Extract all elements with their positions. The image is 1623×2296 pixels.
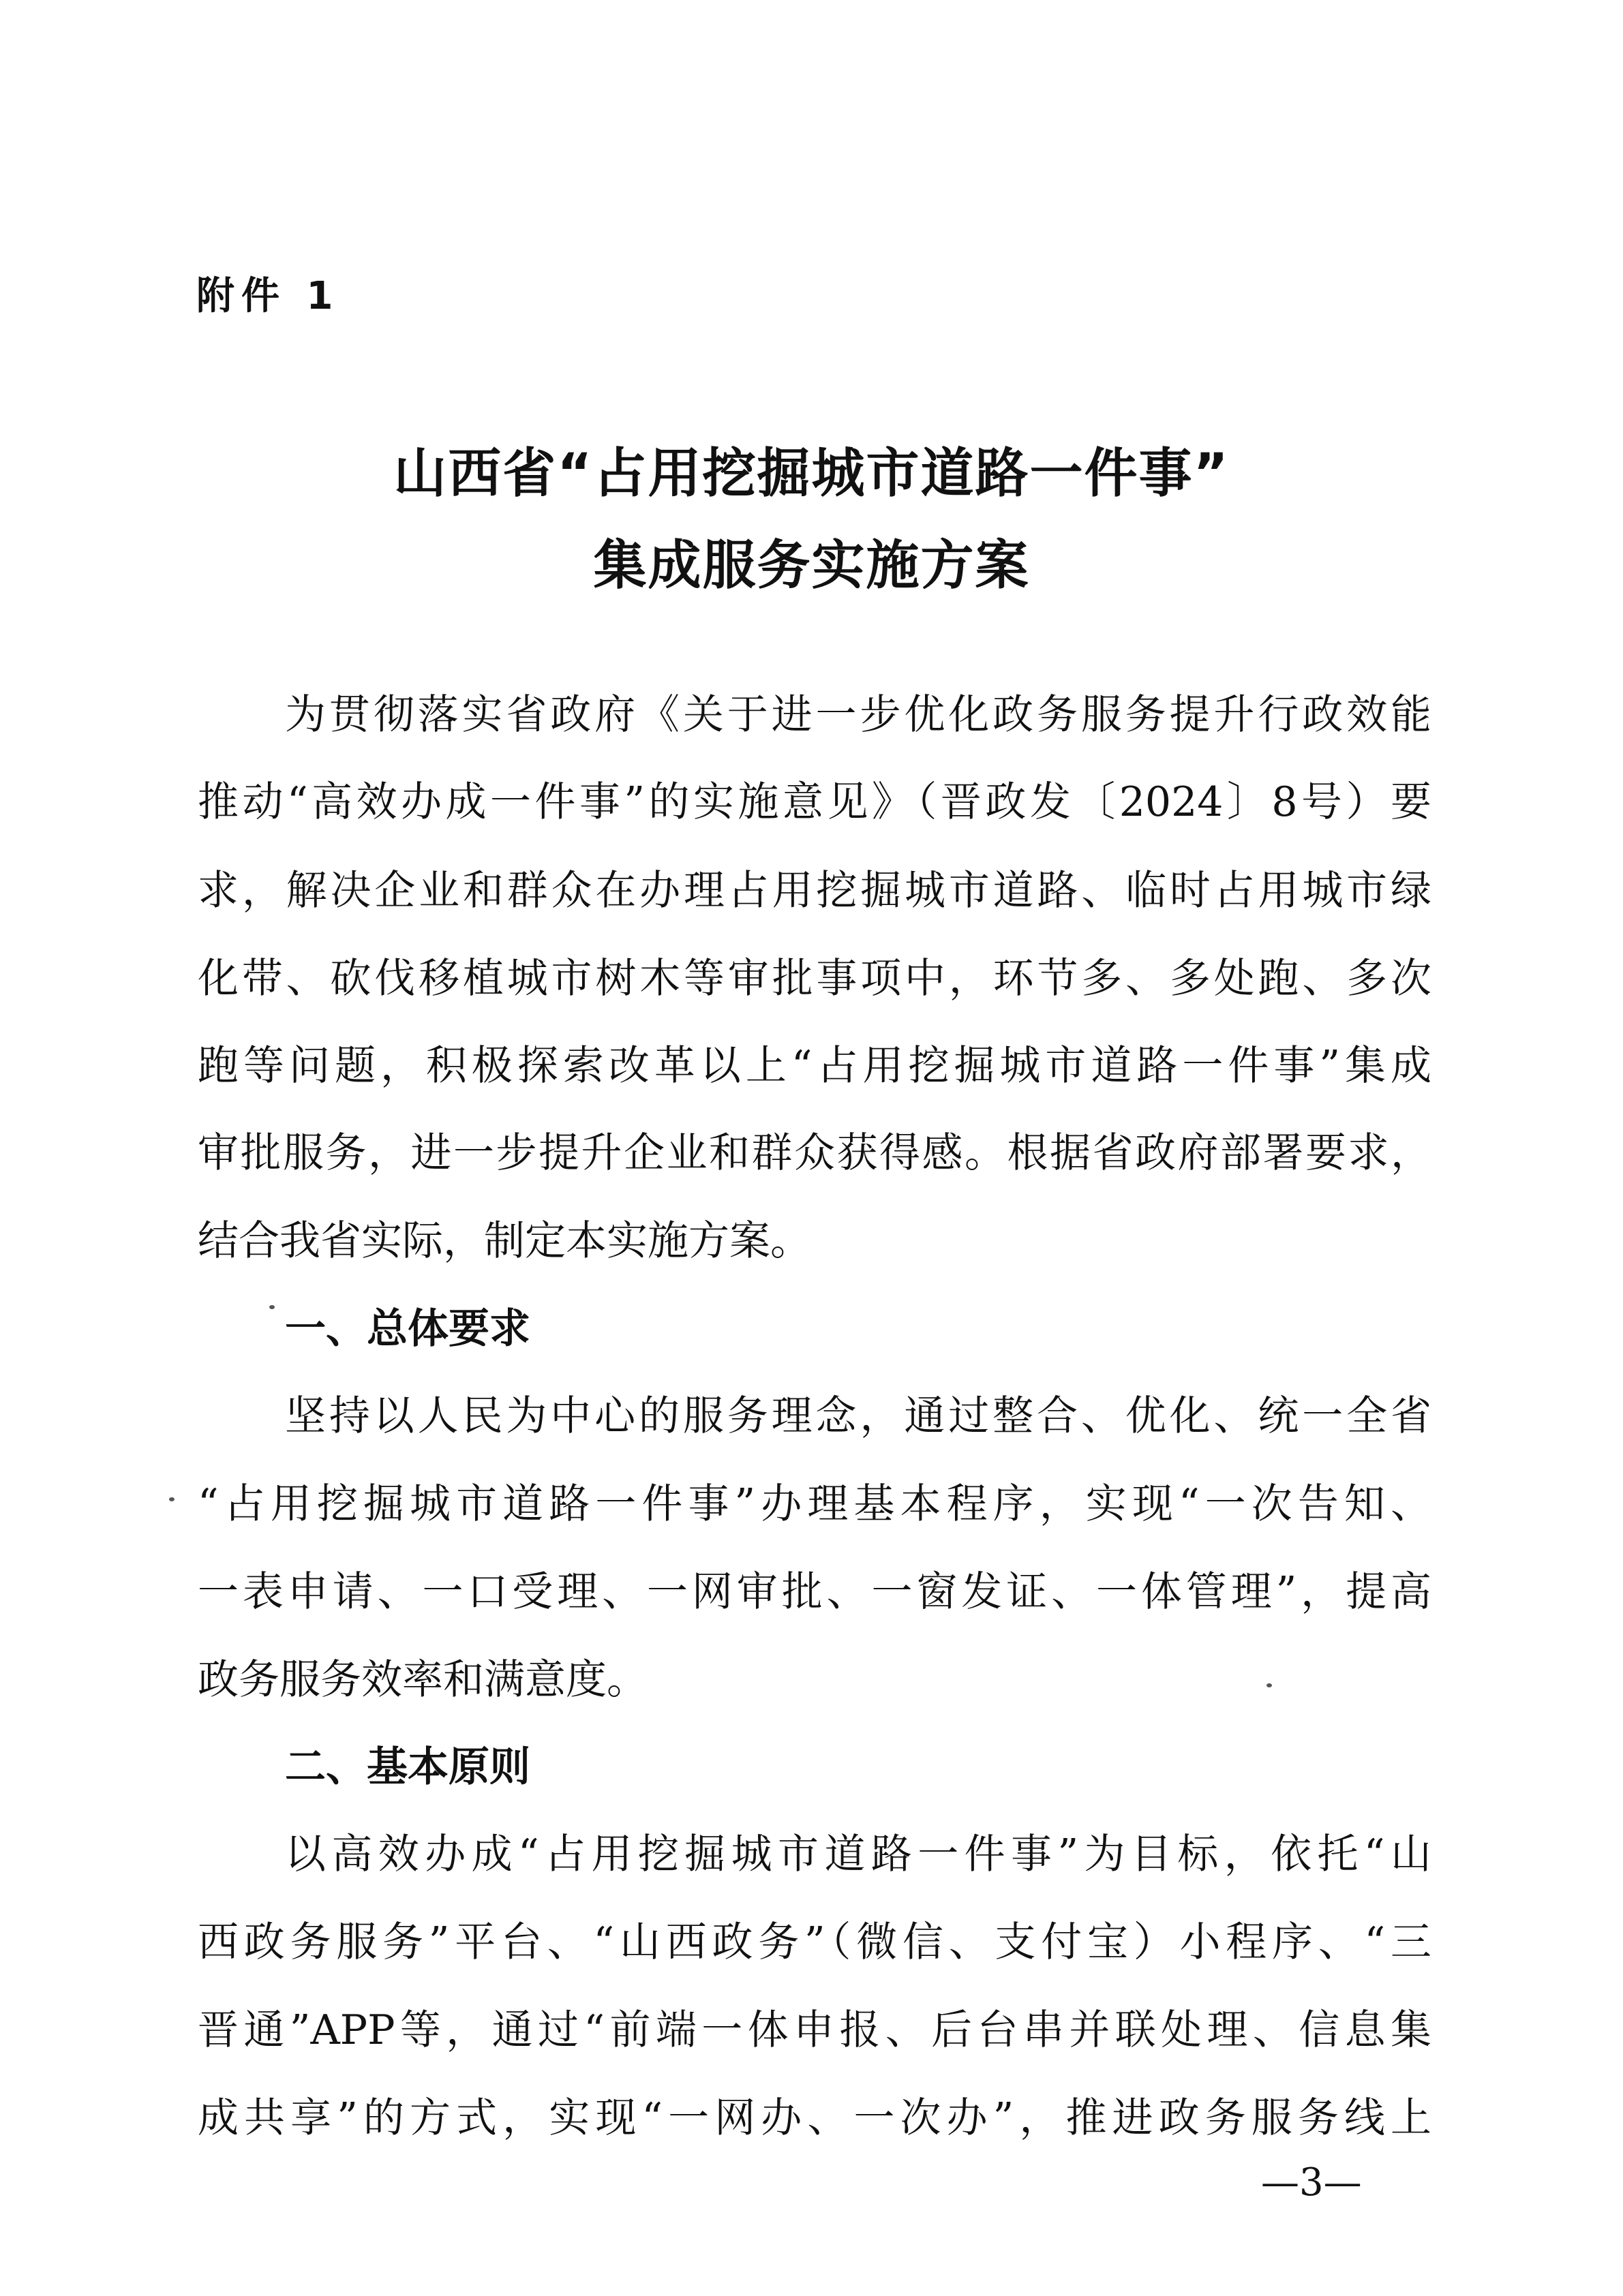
section-heading-2: 二、基本原则 [285,1743,530,1791]
section-heading-1: 一、总体要求 [285,1305,530,1353]
section2-line: 以高效办成“占用挖掘城市道路一件事”为目标，依托“山 [285,1831,1431,1878]
section2-line: 晋通”APP等，通过“前端一体申报、后台串并联处理、信息集 [198,2006,1431,2054]
page-number: —3— [1261,2160,1362,2205]
scan-speck [1266,1683,1272,1687]
intro-line: 审批服务，进一步提升企业和群众获得感。根据省政府部署要求， [198,1129,1431,1177]
intro-line: 为贯彻落实省政府《关于进一步优化政务服务提升行政效能 [285,691,1431,739]
section2-line: 西政务服务”平台、“山西政务”（微信、支付宝）小程序、“三 [198,1918,1431,1966]
document-title-line-1: 山西省“占用挖掘城市道路一件事” [393,443,1230,504]
attachment-label: 附件 1 [196,274,340,318]
section1-line: “占用挖掘城市道路一件事”办理基本程序，实现“一次告知、 [198,1480,1431,1528]
intro-line: 求，解决企业和群众在办理占用挖掘城市道路、临时占用城市绿 [198,867,1431,915]
document-title-line-2: 集成服务实施方案 [593,535,1030,596]
section1-line: 坚持以人民为中心的服务理念，通过整合、优化、统一全省 [285,1392,1431,1440]
intro-line: 化带、砍伐移植城市树木等审批事项中，环节多、多处跑、多次 [198,955,1431,1002]
section2-line: 成共享”的方式，实现“一网办、一次办”，推进政务服务线上 [198,2094,1431,2142]
intro-line: 结合我省实际，制定本实施方案。 [198,1217,811,1265]
section1-line: 一表申请、一口受理、一网审批、一窗发证、一体管理”，提高 [198,1568,1431,1616]
scan-speck [269,1305,275,1309]
scan-speck [169,1497,175,1501]
intro-line: 推动“高效办成一件事”的实施意见》（晋政发〔2024〕8号）要 [198,778,1431,826]
intro-line: 跑等问题，积极探索改革以上“占用挖掘城市道路一件事”集成 [198,1042,1431,1090]
section1-line: 政务服务效率和满意度。 [198,1656,648,1704]
